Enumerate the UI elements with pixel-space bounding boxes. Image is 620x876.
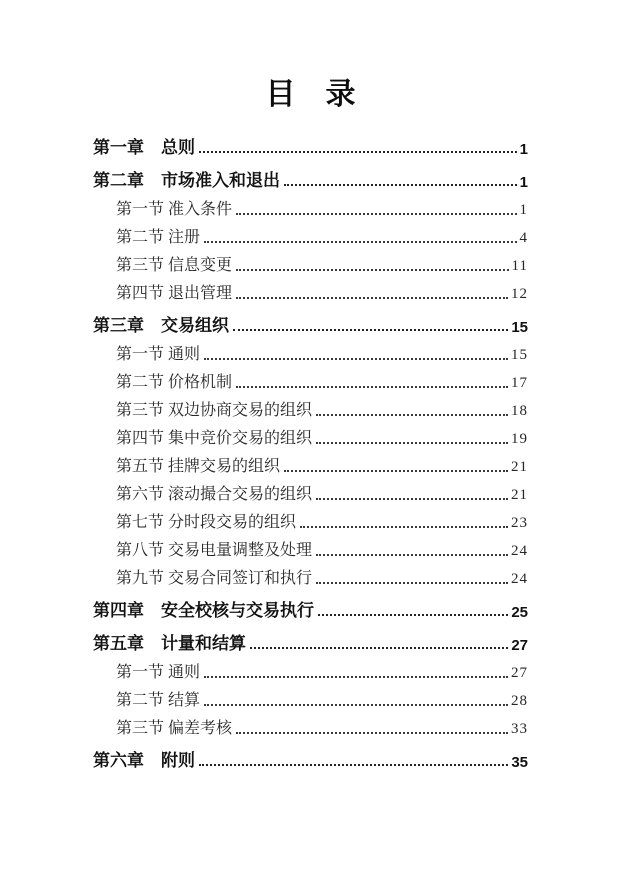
toc-entry	[93, 738, 528, 771]
toc-entry	[93, 392, 528, 420]
toc-entry-page: 4	[519, 230, 528, 246]
toc-entry	[93, 158, 528, 191]
toc-entry-page: 11	[511, 258, 528, 274]
toc-entry	[93, 247, 528, 275]
toc-entry	[93, 682, 528, 710]
dot-leader	[316, 442, 508, 444]
toc-entry-page: 15	[511, 347, 528, 363]
dot-leader	[233, 329, 508, 331]
toc-entry-page: 12	[511, 286, 528, 302]
dot-leader	[284, 470, 508, 472]
dot-leader	[236, 213, 516, 215]
toc-entry-page: 27	[511, 665, 528, 681]
toc-entry	[93, 303, 528, 336]
toc-entry	[93, 219, 528, 247]
dot-leader	[236, 269, 509, 271]
toc-entry-label: 第三节 偏差考核	[116, 720, 233, 737]
toc-entry-page: 1	[519, 174, 528, 191]
toc-entry-page: 15	[511, 319, 528, 336]
toc-entry-label: 第三章 交易组织	[93, 316, 229, 335]
toc-entry	[93, 621, 528, 654]
toc-entry-label: 第九节 交易合同签订和执行	[116, 570, 313, 587]
toc-entry	[93, 191, 528, 219]
toc-entry	[93, 448, 528, 476]
toc-entry	[93, 588, 528, 621]
page-title: 目 录	[265, 78, 356, 111]
toc-entry-label: 第二章 市场准入和退出	[93, 171, 280, 190]
toc-entry-label: 第四节 退出管理	[116, 285, 233, 302]
dot-leader	[284, 184, 517, 186]
dot-leader	[204, 358, 508, 360]
dot-leader	[316, 498, 508, 500]
toc-entry-label: 第一节 准入条件	[116, 201, 233, 218]
dot-leader	[316, 582, 508, 584]
toc-entry	[93, 654, 528, 682]
toc-entry-label: 第五节 挂牌交易的组织	[116, 458, 281, 475]
toc-entry-label: 第五章 计量和结算	[93, 634, 246, 653]
toc-entry-page: 17	[511, 375, 528, 391]
toc-entry-label: 第一节 通则	[116, 346, 201, 363]
dot-leader	[236, 732, 508, 734]
dot-leader	[318, 614, 508, 616]
toc-entry-page: 24	[511, 543, 528, 559]
toc-entry	[93, 364, 528, 392]
toc-entry	[93, 560, 528, 588]
dot-leader	[199, 151, 517, 153]
dot-leader	[204, 676, 508, 678]
toc-entry-page: 28	[511, 693, 528, 709]
toc-entry-page: 25	[511, 604, 528, 621]
toc-entry-page: 1	[519, 202, 528, 218]
toc-entry-label: 第六节 滚动撮合交易的组织	[116, 486, 313, 503]
toc-entry-label: 第四章 安全校核与交易执行	[93, 601, 314, 620]
toc-entry	[93, 710, 528, 738]
table-of-contents	[93, 125, 528, 771]
toc-entry-page: 21	[511, 459, 528, 475]
toc-entry-label: 第六章 附则	[93, 751, 195, 770]
toc-entry-page: 23	[511, 515, 528, 531]
toc-entry-page: 33	[511, 721, 528, 737]
dot-leader	[250, 647, 508, 649]
dot-leader	[236, 386, 508, 388]
toc-entry	[93, 476, 528, 504]
dot-leader	[236, 297, 508, 299]
dot-leader	[316, 414, 508, 416]
toc-entry-label: 第八节 交易电量调整及处理	[116, 542, 313, 559]
toc-entry-page: 27	[511, 637, 528, 654]
toc-entry	[93, 275, 528, 303]
toc-entry-page: 18	[511, 403, 528, 419]
toc-entry	[93, 532, 528, 560]
toc-entry-label: 第三节 双边协商交易的组织	[116, 402, 313, 419]
toc-entry-page: 1	[519, 141, 528, 158]
toc-entry	[93, 504, 528, 532]
toc-entry	[93, 336, 528, 364]
toc-entry-page: 19	[511, 431, 528, 447]
toc-entry	[93, 420, 528, 448]
dot-leader	[300, 526, 508, 528]
toc-entry-label: 第四节 集中竞价交易的组织	[116, 430, 313, 447]
toc-entry-label: 第一章 总则	[93, 138, 195, 157]
dot-leader	[199, 764, 508, 766]
dot-leader	[204, 241, 516, 243]
toc-entry-label: 第二节 注册	[116, 229, 201, 246]
toc-entry-page: 21	[511, 487, 528, 503]
toc-entry-label: 第七节 分时段交易的组织	[116, 514, 297, 531]
toc-entry-page: 35	[511, 754, 528, 771]
dot-leader	[316, 554, 508, 556]
toc-entry	[93, 125, 528, 158]
toc-entry-page: 24	[511, 571, 528, 587]
toc-entry-label: 第一节 通则	[116, 664, 201, 681]
dot-leader	[204, 704, 508, 706]
toc-entry-label: 第二节 结算	[116, 692, 201, 709]
toc-entry-label: 第二节 价格机制	[116, 374, 233, 391]
toc-entry-label: 第三节 信息变更	[116, 257, 233, 274]
